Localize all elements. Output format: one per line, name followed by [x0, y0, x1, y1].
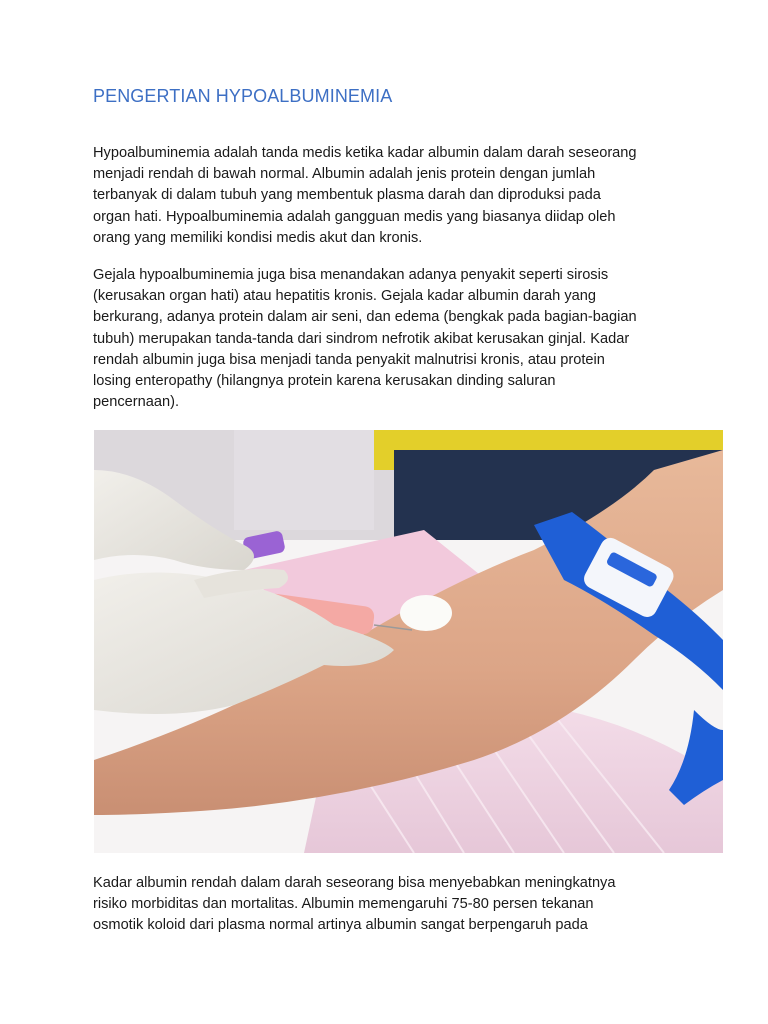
paragraph-definition: [93, 143, 683, 249]
paragraph-line: tubuh) merupakan tanda-tanda dari sindrom nefrotik akibat kerusakan ginjal. Kadar: [93, 330, 630, 347]
paragraph-line: orang yang memiliki kondisi medis akut dan kronis.: [93, 229, 423, 246]
paragraph-line: Gejala hypoalbuminemia juga bisa menandakan adanya penyakit seperti sirosis: [93, 267, 609, 283]
paragraph-line: terbanyak di dalam tubuh yang membentuk plasma darah dan diproduksi pada: [93, 187, 601, 204]
page-title: PENGERTIAN HYPOALBUMINEMIA: [93, 86, 393, 106]
paragraph-symptoms: [93, 265, 683, 413]
paragraph-line: organ hati. Hypoalbuminemia adalah gangguan medis yang biasanya diidap oleh: [93, 208, 616, 225]
paragraph-line: losing enteropathy (hilangnya protein karena kerusakan dinding saluran: [93, 373, 556, 390]
blood-draw-photo: [94, 430, 723, 853]
paragraph-line: berkurang, adanya protein dalam air seni, dan edema (bengkak pada bagian-bagian: [93, 309, 637, 326]
paragraph-line: rendah albumin juga bisa menjadi tanda penyakit malnutrisi kronis, atau protein: [93, 351, 605, 368]
paragraph-risk: [93, 873, 683, 937]
paragraph-line: Hypoalbuminemia adalah tanda medis ketika kadar albumin dalam darah seseorang: [93, 145, 637, 161]
paragraph-line: osmotik koloid dari plasma normal artinya albumin sangat berpengaruh pada: [93, 917, 588, 934]
paragraph-line: menjadi rendah di bawah normal. Albumin adalah jenis protein dengan jumlah: [93, 166, 596, 183]
paragraph-line: risiko morbiditas dan mortalitas. Albumin memengaruhi 75-80 persen tekanan: [93, 896, 594, 913]
paragraph-line: (kerusakan organ hati) atau hepatitis kronis. Gejala kadar albumin darah yang: [93, 288, 596, 305]
paragraph-line: pencernaan).: [93, 394, 180, 411]
paragraph-line: Kadar albumin rendah dalam darah seseorang bisa menyebabkan meningkatnya: [93, 875, 616, 891]
